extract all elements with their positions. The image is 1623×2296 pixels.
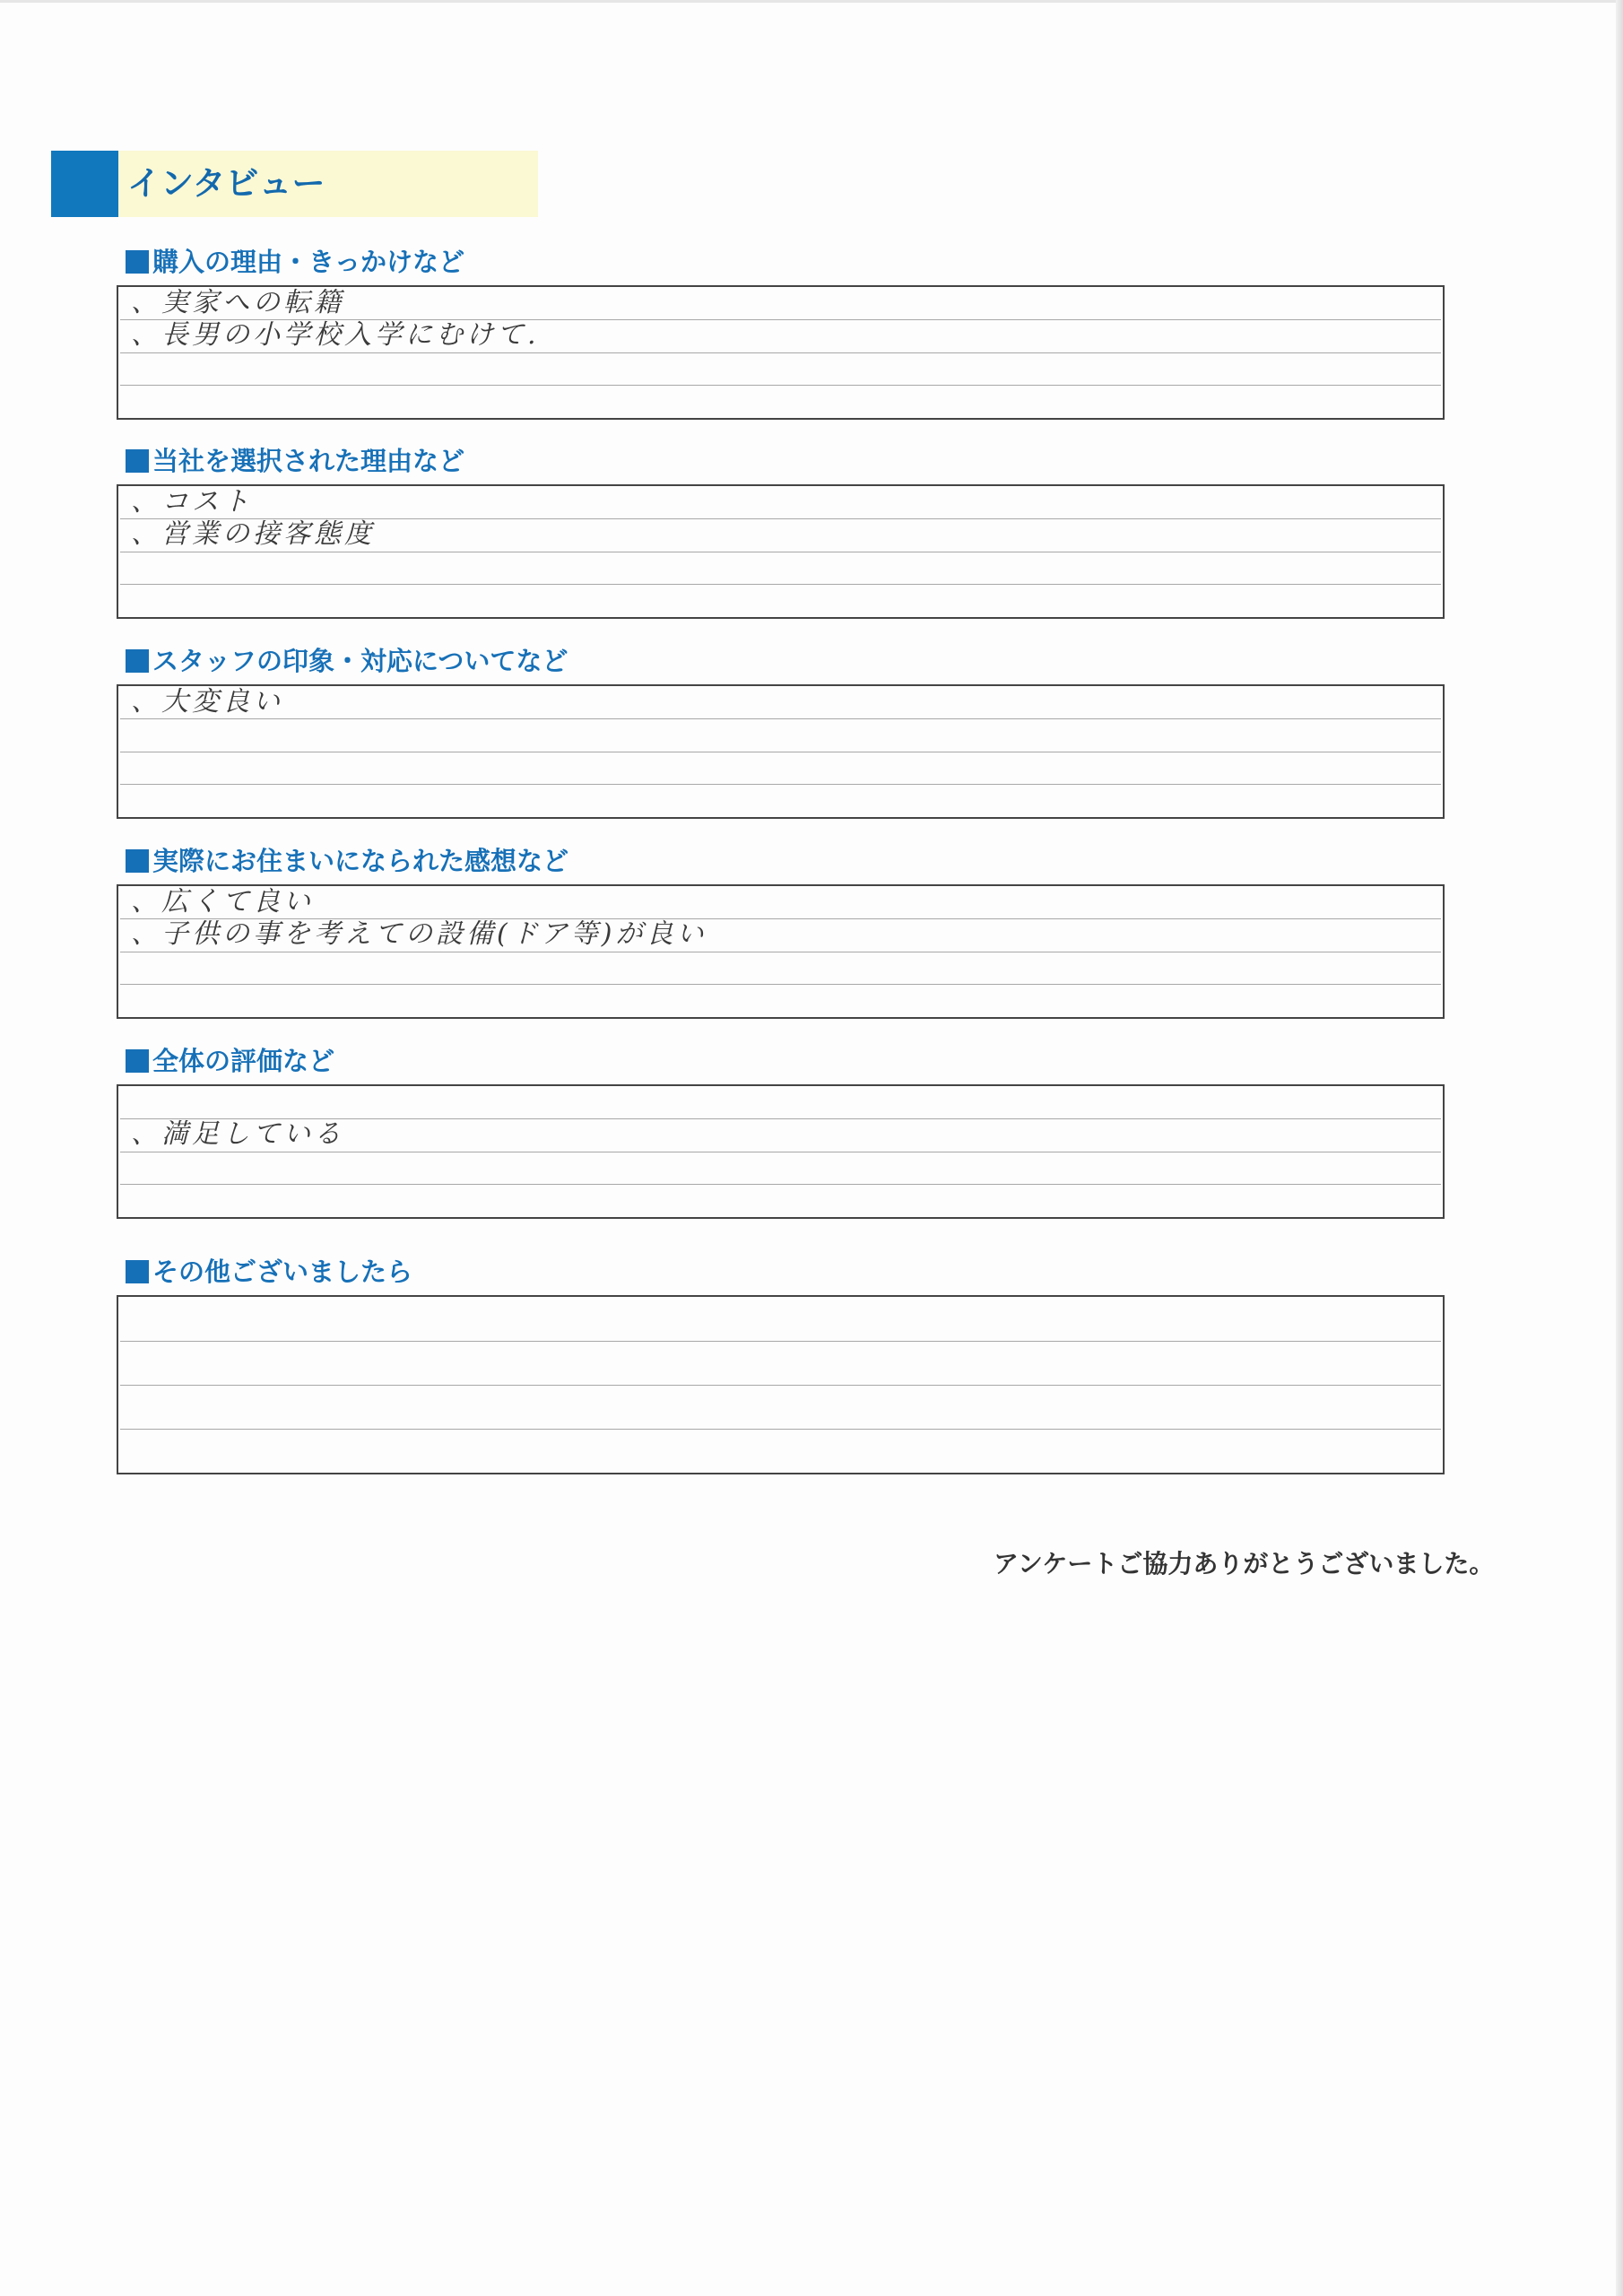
ruled-line bbox=[120, 1429, 1441, 1430]
section-bullet-square bbox=[126, 1260, 149, 1283]
answer-box bbox=[117, 884, 1445, 1019]
answer-box bbox=[117, 1295, 1445, 1474]
ruled-line bbox=[120, 984, 1441, 985]
answer-line: 、広くて良い bbox=[131, 886, 314, 918]
ruled-line bbox=[120, 1341, 1441, 1342]
ruled-line bbox=[120, 784, 1441, 785]
ruled-line bbox=[120, 1184, 1441, 1185]
section-label-text: 実際にお住まいになられた感想など bbox=[152, 846, 569, 876]
title-accent-block bbox=[51, 151, 118, 217]
answer-line: 、営業の接客態度 bbox=[131, 518, 375, 550]
section-bullet-square bbox=[126, 1049, 149, 1073]
section-label-text: 購入の理由・きっかけなど bbox=[152, 247, 465, 277]
section-bullet-square bbox=[126, 250, 149, 274]
section-label bbox=[126, 1254, 412, 1290]
page-right-edge bbox=[1616, 0, 1623, 2296]
thanks-message: アンケートご協力ありがとうございました。 bbox=[994, 1549, 1495, 1578]
answer-line: 、長男の小学校入学にむけて. bbox=[131, 319, 540, 351]
title-bar bbox=[51, 151, 538, 217]
section-label bbox=[126, 643, 568, 679]
answer-box bbox=[117, 484, 1445, 619]
page-top-edge bbox=[0, 0, 1623, 3]
ruled-line bbox=[120, 718, 1441, 719]
section-label-text: その他ございましたら bbox=[152, 1257, 413, 1287]
answer-line: 、コスト bbox=[131, 486, 253, 517]
answer-line: 、大変良い bbox=[131, 686, 283, 718]
section-label bbox=[126, 843, 568, 879]
answer-line: 、満足している bbox=[131, 1118, 344, 1150]
page-title: インタビュー bbox=[127, 164, 325, 203]
section-bullet-square bbox=[126, 449, 149, 473]
section-bullet-square bbox=[126, 649, 149, 673]
section-bullet-square bbox=[126, 849, 149, 873]
section-label-text: 当社を選択された理由など bbox=[152, 446, 465, 476]
section-label bbox=[126, 443, 464, 479]
section-label-text: 全体の評価など bbox=[152, 1046, 335, 1076]
ruled-line bbox=[120, 584, 1441, 585]
section-label bbox=[126, 1043, 334, 1079]
answer-line: 、実家への転籍 bbox=[131, 287, 344, 318]
ruled-line bbox=[120, 385, 1441, 386]
answer-box bbox=[117, 1084, 1445, 1219]
answer-box bbox=[117, 684, 1445, 819]
answer-line: 、子供の事を考えての設備(ドア等)が良い bbox=[131, 918, 707, 950]
section-label bbox=[126, 244, 464, 280]
answer-box bbox=[117, 285, 1445, 420]
ruled-line bbox=[120, 1385, 1441, 1386]
section-label-text: スタッフの印象・対応についてなど bbox=[152, 646, 568, 676]
ruled-line bbox=[120, 352, 1441, 353]
